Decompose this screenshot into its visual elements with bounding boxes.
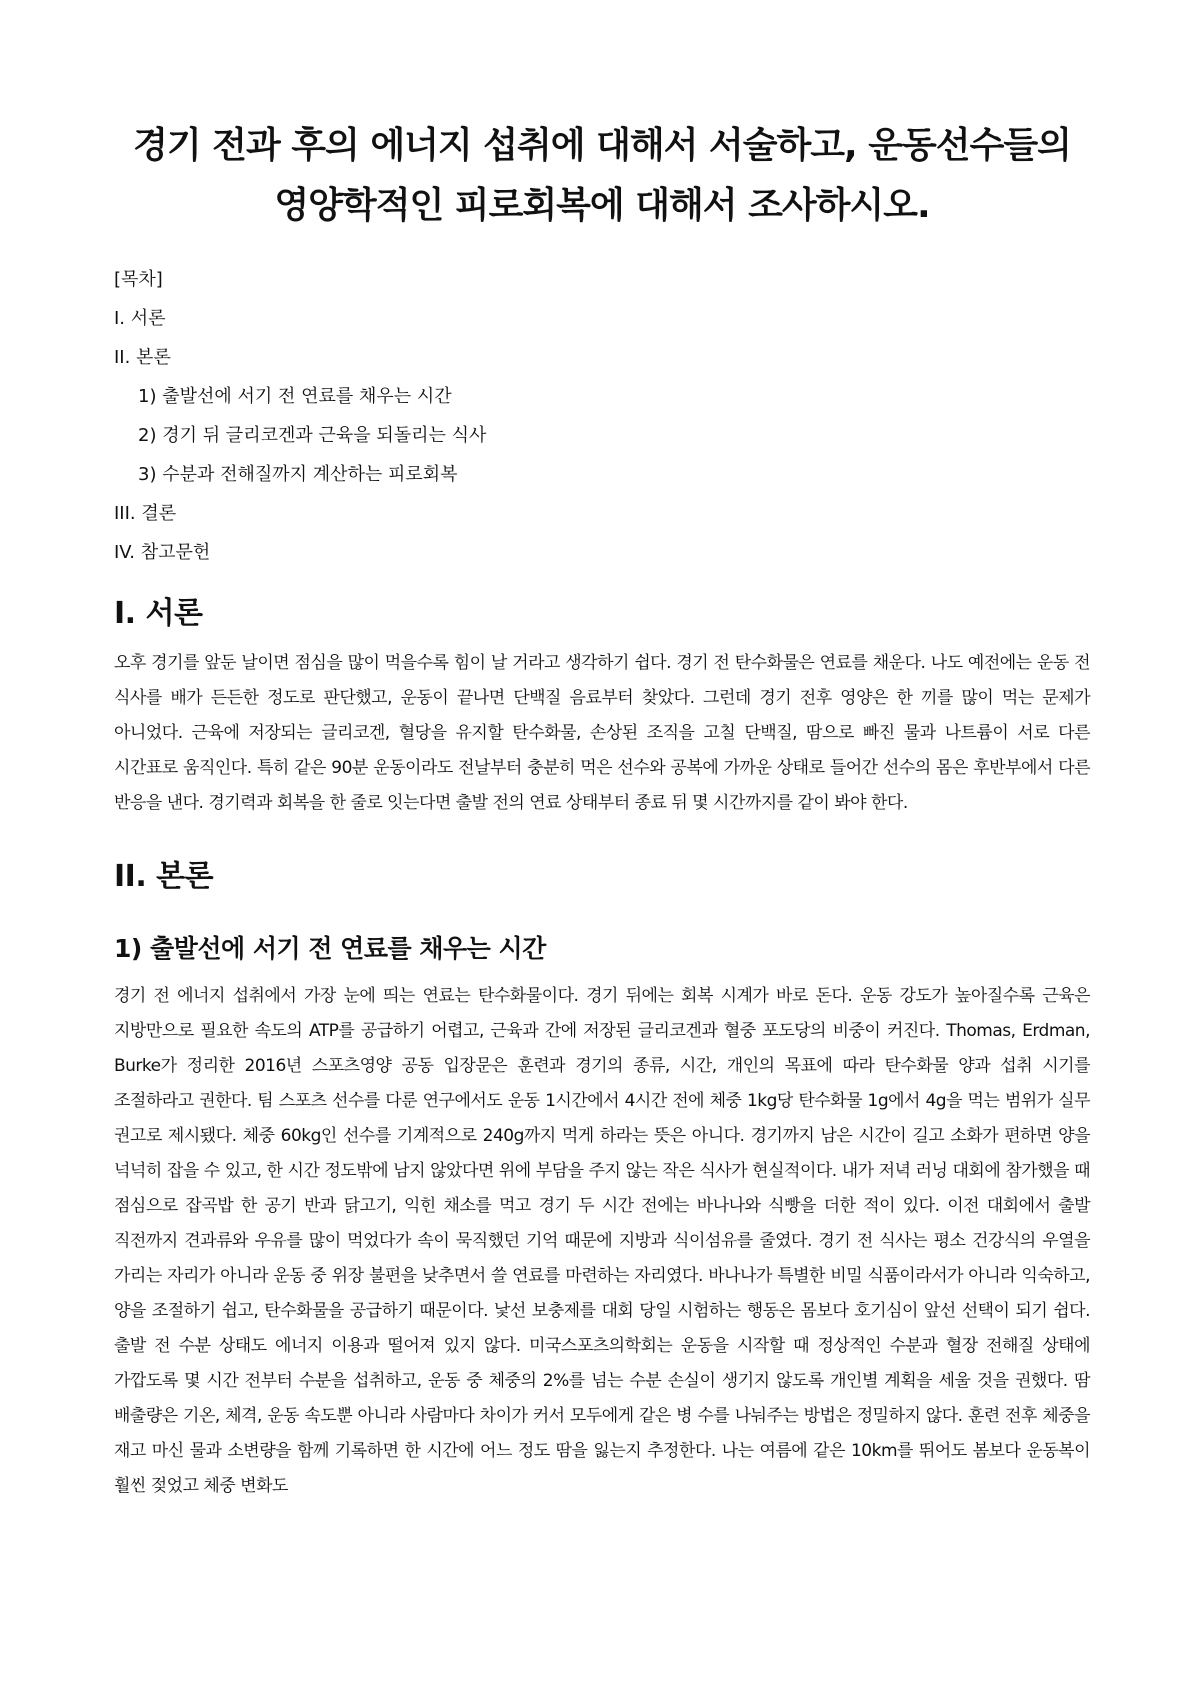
document-page xyxy=(114,0,1090,1504)
toc-item-introduction: I. 서론 xyxy=(114,308,166,329)
table-of-contents xyxy=(114,260,1090,572)
toc-item-body-sub-3: 3) 수분과 전해질까지 계산하는 피로회복 xyxy=(138,464,458,485)
pre-game-fuel-paragraph: 경기 전 에너지 섭취에서 가장 눈에 띄는 연료는 탄수화물이다. 경기 뒤에는 회복 시계가 바로 돈다. 운동 강도가 높아질수록 근육은 지방만으로 필요한 속도의 ATP를 공급하기 어렵고, 근육과 간에 저장된 글리코겐과 혈중 포도당의 비중이 커진다. Thomas, Erdman, Burke가 정리한 2016년 스포츠영양 공동 입장문은 훈련과 경기의 종류, 시간, 개인의 목표에 따라 탄수화물 양과 섭취 시기를 조절하라고 권한다. 팀 스포츠 선수를 다룬 연구에서도 운동 1시간에서 4시간 전에 체중 1kg당 탄수화물 1g에서 4g을 먹는 범위가 실무 권고로 제시됐다. 체중 60kg인 선수를 기계적으로 240g까지 먹게 하라는 뜻은 아니다. 경기까지 남은 시간이 길고 소화가 편하면 양을 넉넉히 잡을 수 있고, 한 시간 정도밖에 남지 않았다면 위에 부담을 주지 않는 작은 식사가 현실적이다. 내가 저녁 러닝 대회에 참가했을 때 점심으로 잡곡밥 한 공기 반과 닭고기, 익힌 채소를 먹고 경기 두 시간 전에는 바나나와 식빵을 더한 적이 있다. 이전 대회에서 출발 직전까지 견과류와 우유를 많이 먹었다가 속이 묵직했던 기억 때문에 지방과 식이섬유를 줄였다. 경기 전 식사는 평소 건강식의 우열을 가리는 자리가 아니라 운동 중 위장 불편을 낮추면서 쓸 연료를 마련하는 자리였다. 바나나가 특별한 비밀 식품이라서가 아니라 익숙하고, 양을 조절하기 쉽고, 탄수화물을 공급하기 때문이다. 낯선 보충제를 대회 당일 시험하는 행동은 몸보다 호기심이 앞선 선택이 되기 쉽다. 출발 전 수분 상태도 에너지 이용과 떨어져 있지 않다. 미국스포츠의학회는 운동을 시작할 때 정상적인 수분과 혈장 전해질 상태에 가깝도록 몇 시간 전부터 수분을 섭취하고, 운동 중 체중의 2%를 넘는 수분 손실이 생기지 않도록 개인별 계획을 세울 것을 권했다. 땀 배출량은 기온, 체격, 운동 속도뿐 아니라 사람마다 차이가 커서 모두에게 같은 병 수를 나눠주는 방법은 정밀하지 않다. 훈련 전후 체중을 재고 마신 물과 소변량을 함께 기록하면 한 시간에 어느 정도 땀을 잃는지 추정한다. 나는 여름에 같은 10km를 뛰어도 봄보다 운동복이 훨씬 젖었고 체중 변화도 xyxy=(114,986,1090,1496)
toc-item-body-sub-2: 2) 경기 뒤 글리코겐과 근육을 되돌리는 식사 xyxy=(138,425,487,446)
section-heading-body: II. 본론 xyxy=(114,859,214,894)
toc-heading: [목차] xyxy=(114,269,163,290)
toc-item-conclusion: III. 결론 xyxy=(114,503,177,524)
document-title xyxy=(114,116,1090,236)
introduction-paragraph: 오후 경기를 앞둔 날이면 점심을 많이 먹을수록 힘이 날 거라고 생각하기 쉽다. 경기 전 탄수화물은 연료를 채운다. 나도 예전에는 운동 전 식사를 배가 든든한 정도로 판단했고, 운동이 끝나면 단백질 음료부터 찾았다. 그런데 경기 전후 영양은 한 끼를 많이 먹는 문제가 아니었다. 근육에 저장되는 글리코겐, 혈당을 유지할 탄수화물, 손상된 조직을 고칠 단백질, 땀으로 빠진 물과 나트륨이 서로 다른 시간표로 움직인다. 특히 같은 90분 운동이라도 전날부터 충분히 먹은 선수와 공복에 가까운 상태로 들어간 선수의 몸은 후반부에서 다른 반응을 낸다. 경기력과 회복을 한 줄로 잇는다면 출발 전의 연료 상태부터 종료 뒤 몇 시간까지를 같이 봐야 한다. xyxy=(114,653,1090,813)
subsection-heading-pre-game-fuel: 1) 출발선에 서기 전 연료를 채우는 시간 xyxy=(114,934,546,963)
toc-item-body-sub-1: 1) 출발선에 서기 전 연료를 채우는 시간 xyxy=(138,386,452,407)
document-title-line-2: 영양학적인 피로회복에 대해서 조사하시오. xyxy=(274,185,930,226)
section-heading-introduction: I. 서론 xyxy=(114,596,203,631)
document-title-line-1: 경기 전과 후의 에너지 섭취에 대해서 서술하고, 운동선수들의 xyxy=(133,125,1071,166)
toc-item-body: II. 본론 xyxy=(114,347,171,368)
toc-item-references: IV. 참고문헌 xyxy=(114,542,211,563)
